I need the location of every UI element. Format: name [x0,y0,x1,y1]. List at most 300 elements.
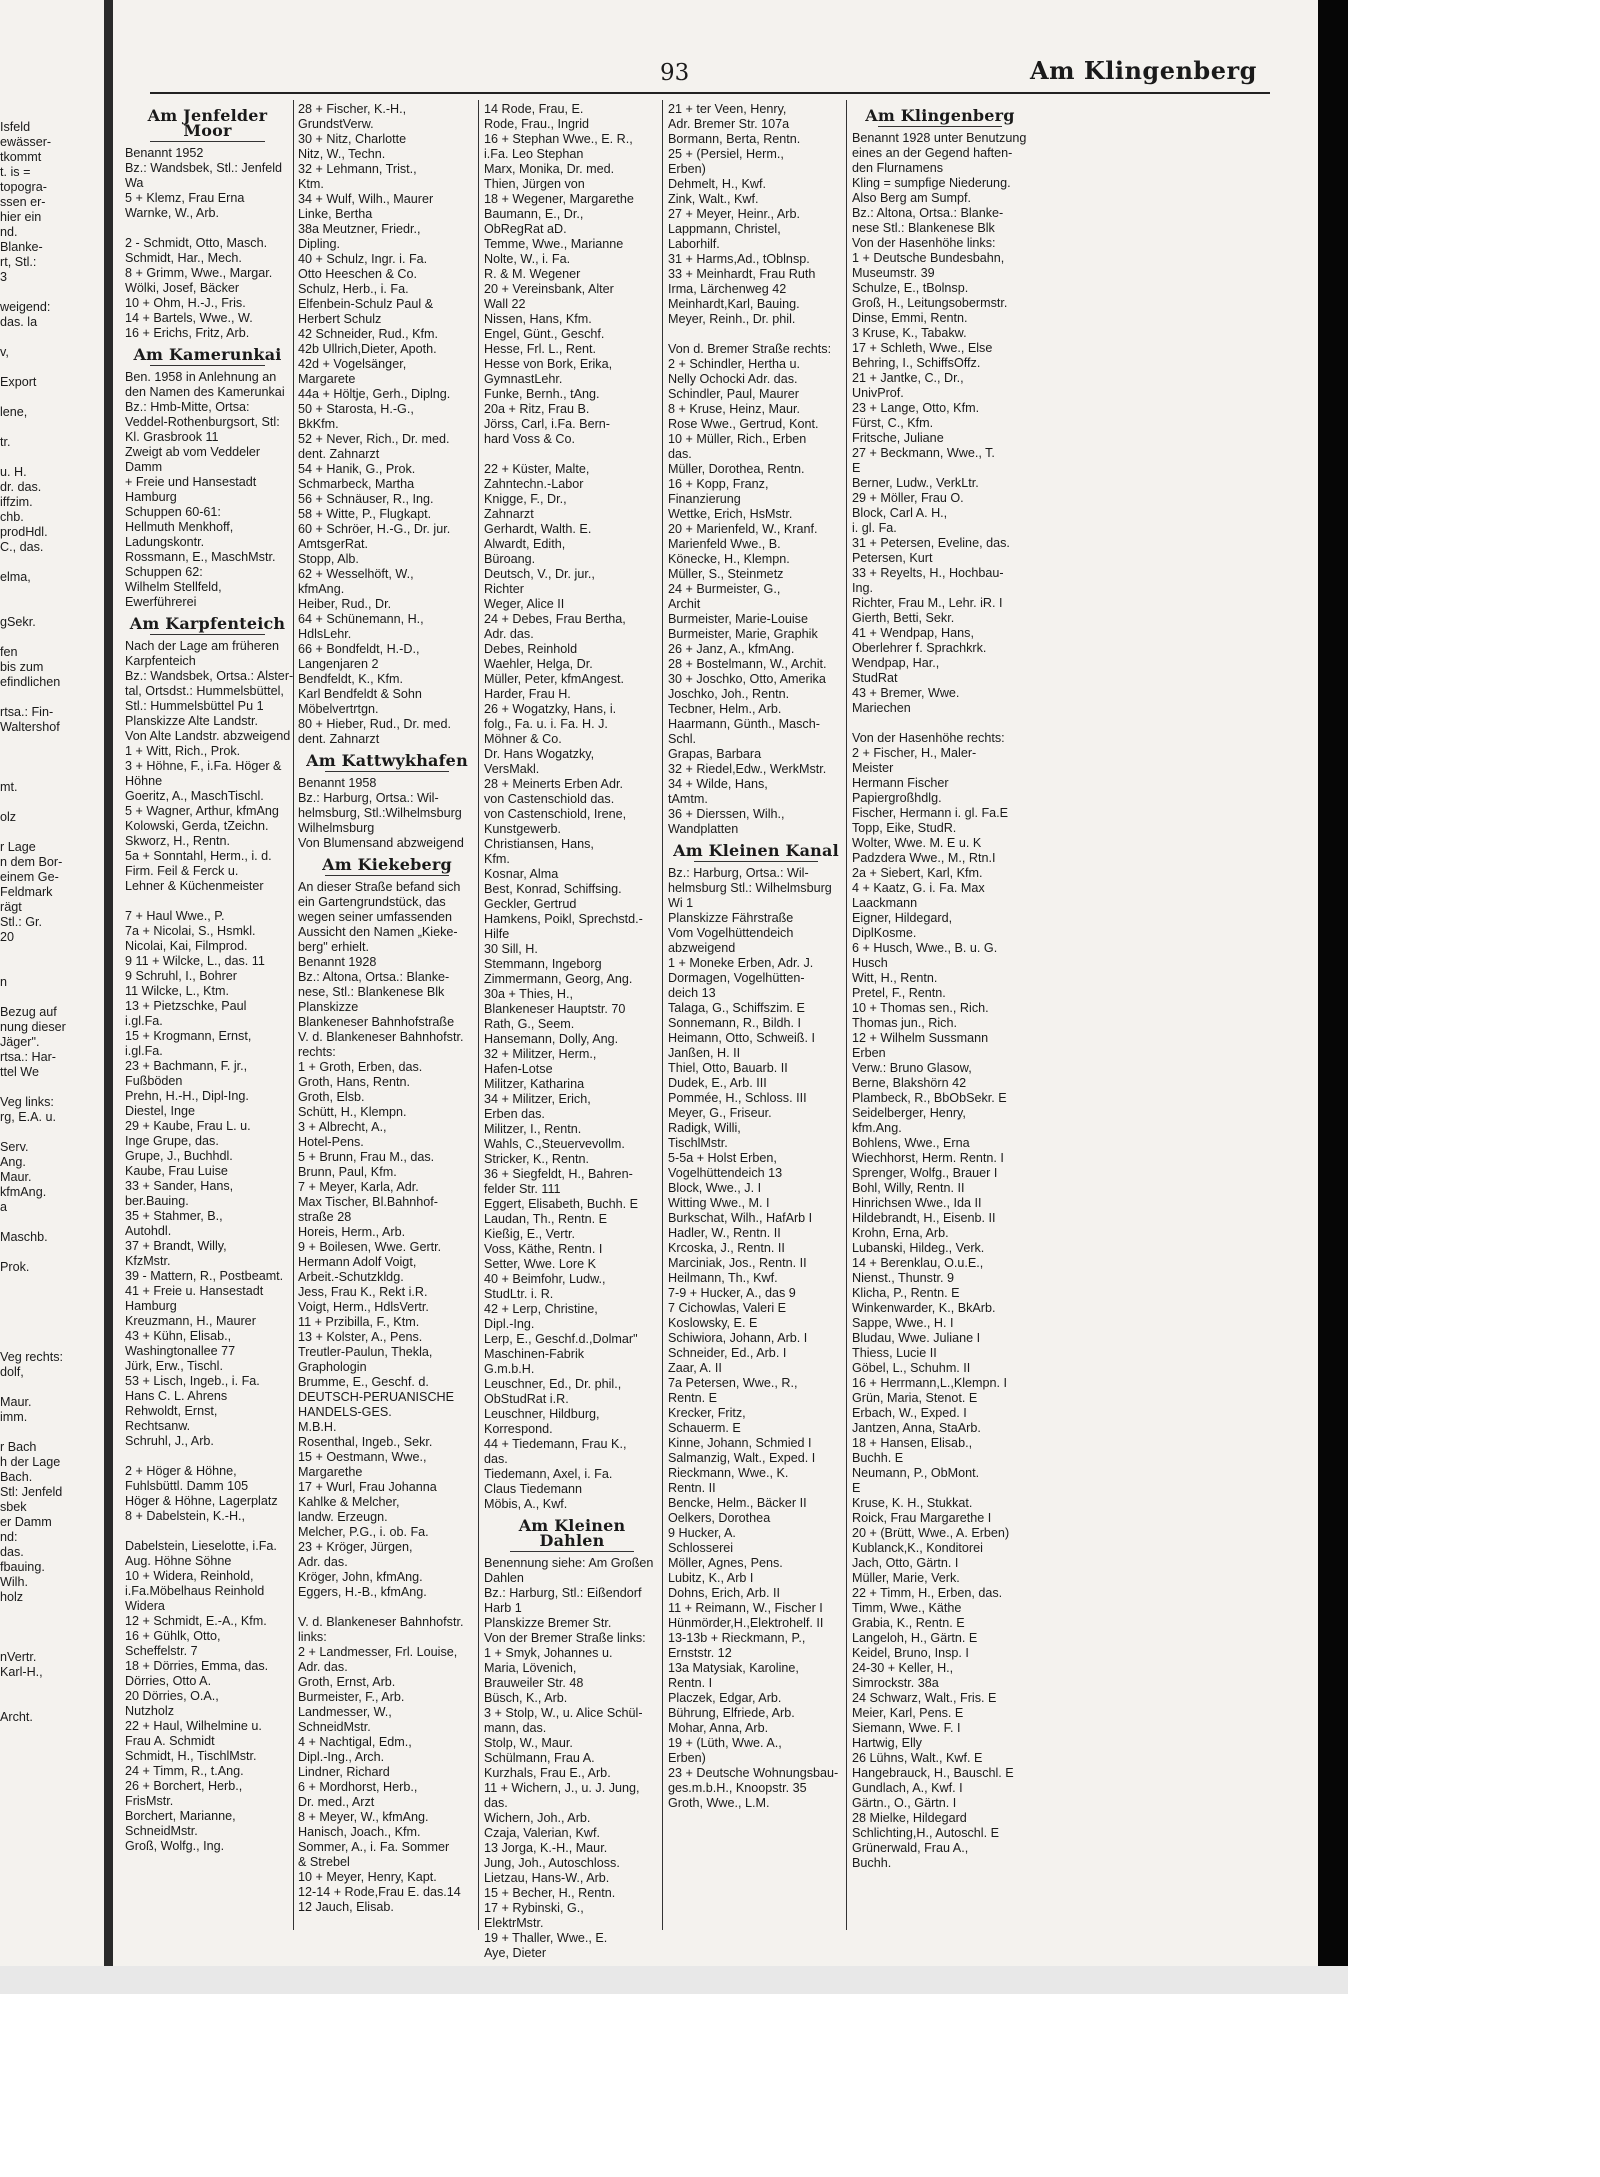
directory-entry-line: Planskizze [298,1000,359,1014]
directory-entry-line: 28 + Meinerts Erben Adr. [484,777,623,791]
directory-entry-line: An dieser Straße befand sich [298,880,461,894]
directory-entry-line: Burkschat, Wilh., HafArb I [668,1211,813,1225]
directory-entry-line: Hartwig, Elly [852,1736,922,1750]
directory-entry-line: Jürk, Erw., Tischl. [125,1359,223,1373]
directory-entry-line: Nolte, W., i. Fa. [484,252,571,266]
directory-entry-line: 21 + ter Veen, Henry, [668,102,787,116]
edge-line: rg, E.A. u. [0,1110,56,1124]
directory-entry-line: Von d. Bremer Straße rechts: [668,342,832,356]
edge-line: tkommt [0,150,42,164]
directory-entry-line: Waehler, Helga, Dr. [484,657,593,671]
directory-entry-line: Groth, Wwe., L.M. [668,1796,770,1810]
directory-entry-line: Stl.: Hummelsbüttel Pu 1 [125,699,264,713]
directory-entry-line: Bormann, Berta, Rentn. [668,132,801,146]
directory-entry-line: 12 + Wilhelm Sussmann [852,1031,989,1045]
directory-entry-line: Hermann Adolf Voigt, [298,1255,417,1269]
directory-entry-line: nese Stl.: Blankenese Blk [852,221,995,235]
header-rule [150,92,1270,94]
directory-entry-line: Hilfe [484,927,510,941]
directory-entry-line: i.Fa.Möbelhaus Reinhold [125,1584,265,1598]
directory-entry-line: Hanisch, Joach., Kfm. [298,1825,421,1839]
directory-entry-line: 43 + Kühn, Elisab., [125,1329,232,1343]
directory-entry-line: 26 Lühns, Walt., Kwf. E [852,1751,983,1765]
directory-entry-line: Hellmuth Menkhoff, [125,520,234,534]
directory-entry-line: ObStudRat i.R. [484,1392,569,1406]
directory-entry-line: 17 + Wurl, Frau Johanna [298,1480,437,1494]
street-heading: Am Klingenberg [852,108,1028,127]
directory-entry-line: Kießig, E., Vertr. [484,1227,575,1241]
directory-entry-line: BkKfm. [298,417,339,431]
directory-entry-line: Zweigt ab vom Veddeler [125,445,261,459]
directory-entry-line: 7a + Nicolai, S., Hsmkl. [125,924,256,938]
directory-entry-line: Husch [852,956,888,970]
directory-entry-line: Schneider, Ed., Arb. I [668,1346,787,1360]
directory-entry-line: Benannt 1958 [298,776,377,790]
directory-entry-line: Topp, Eike, StudR. [852,821,957,835]
directory-entry-line: Wahls, C.,Steuervevollm. [484,1137,625,1151]
directory-entry-line: Schiwiora, Johann, Arb. I [668,1331,808,1345]
directory-entry-line: Lappmann, Christel, [668,222,781,236]
directory-entry-line: Hamburg [125,490,177,504]
edge-line: kfmAng. [0,1185,47,1199]
edge-line: dolf, [0,1365,24,1379]
directory-entry-line: Max Tischer, Bl.Bahnhof- [298,1195,438,1209]
directory-entry-line: 13 + Kolster, A., Pens. [298,1330,423,1344]
directory-entry-line: 8 + Dabelstein, K.-H., [125,1509,246,1523]
directory-entry-line: Pommée, H., Schloss. III [668,1091,807,1105]
edge-line [0,945,96,960]
directory-entry-line: Bz.: Hmb-Mitte, Ortsa: [125,400,250,414]
edge-line [0,330,96,345]
directory-entry-line: 29 + Kaube, Frau L. u. [125,1119,251,1133]
directory-entry-line: 7 Cichowlas, Valeri E [668,1301,787,1315]
directory-entry-line: Möhner & Co. [484,732,562,746]
directory-entry-line: Thien, Jürgen von [484,177,585,191]
directory-entry-line: Bz.: Altona, Ortsa.: Blanke- [298,970,450,984]
directory-entry-line: Von Alte Landstr. abzweigend [125,729,291,743]
directory-entry-line [125,221,290,236]
edge-line: a [0,1200,8,1214]
edge-line: das. la [0,315,38,329]
directory-entry-line: landw. Erzeugn. [298,1510,388,1524]
directory-entry-line: kfm.Ang. [852,1121,902,1135]
directory-entry-line: 42d + Vogelsänger, [298,357,407,371]
directory-entry-line: Bz.: Wandsbek, Stl.: Jenfeld [125,161,283,175]
directory-entry-line: ElektrMstr. [484,1916,544,1930]
directory-entry-line: 8 + Kruse, Heinz, Maur. [668,402,800,416]
column-divider [846,100,847,1930]
directory-entry-line: Fußböden [125,1074,183,1088]
directory-entry-line: 7 + Haul Wwe., P. [125,909,225,923]
scan-border-right [1318,0,1348,1966]
directory-entry-line: 14 Rode, Frau, E. [484,102,584,116]
column-divider [478,100,479,1930]
directory-entry-line: Timm, Wwe., Käthe [852,1601,962,1615]
directory-entry-line: Leuschner, Ed., Dr. phil., [484,1377,622,1391]
directory-entry-line: Richter, Frau M., Lehr. iR. I [852,596,1003,610]
directory-entry-line: Krecker, Fritz, [668,1406,746,1420]
directory-entry-line: Göbel, L., Schuhm. II [852,1361,971,1375]
directory-entry-line: Groth, Hans, Rentn. [298,1075,410,1089]
directory-entry-line: 31 + Petersen, Eveline, das. [852,536,1010,550]
directory-entry-line: 3 + Höhne, F., i.Fa. Höger & [125,759,282,773]
directory-entry-line: Janßen, H. II [668,1046,741,1060]
directory-entry-line: Benannt 1928 unter Benutzung [852,131,1027,145]
street-heading: Am Kamerunkai [125,347,290,366]
directory-entry-line: 23 + Lange, Otto, Kfm. [852,401,980,415]
directory-entry-line: Also Berg am Sumpf. [852,191,971,205]
edge-line: einem Ge- [0,870,59,884]
directory-entry-line: Funke, Bernh., tAng. [484,387,600,401]
directory-entry-line: 9 + Boilesen, Wwe. Gertr. [298,1240,442,1254]
directory-entry-line: Zimmermann, Georg, Ang. [484,972,633,986]
edge-line: Maur. [0,1395,32,1409]
directory-entry-line: Tecbner, Helm., Arb. [668,702,782,716]
edge-line: rtsa.: Fin- [0,705,54,719]
edge-line: n [0,975,8,989]
directory-entry-line: Buchh. [852,1856,892,1870]
directory-entry-line: abzweigend [668,941,736,955]
directory-entry-line: Fischer, Hermann i. gl. Fa.E [852,806,1009,820]
directory-entry-line: Kunstgewerb. [484,822,562,836]
directory-entry-line: Gärtn., O., Gärtn. I [852,1796,957,1810]
edge-line [0,1215,96,1230]
directory-column-1 [125,102,294,1922]
directory-entry-line: Sappe, Wwe., H. I [852,1316,954,1330]
directory-entry-line: Grapas, Barbara [668,747,762,761]
directory-entry-line: 11 + Reimann, W., Fischer I [668,1601,823,1615]
directory-entry-line: DiplKosme. [852,926,917,940]
directory-entry-line: Margarete [298,372,356,386]
directory-entry-line: Bohlens, Wwe., Erna [852,1136,970,1150]
directory-entry-line: Adr. Bremer Str. 107a [668,117,790,131]
directory-entry-line: Firm. Feil & Ferck u. [125,864,239,878]
directory-entry-line: R. & M. Wegener [484,267,581,281]
directory-entry-line: 24 + Timm, R., t.Ang. [125,1764,244,1778]
directory-entry-line: 33 + Meinhardt, Frau Ruth [668,267,816,281]
directory-entry-line: Klicha, P., Rentn. E [852,1286,960,1300]
directory-entry-line: 2a + Siebert, Karl, Kfm. [852,866,983,880]
directory-entry-line: 19 + (Lüth, Wwe. A., [668,1736,782,1750]
edge-line [0,1425,96,1440]
directory-entry-line: 2 + Schindler, Hertha u. [668,357,800,371]
directory-entry-line: das. [484,1452,508,1466]
edge-line: iffzim. [0,495,33,509]
directory-entry-line: HdlsLehr. [298,627,352,641]
directory-entry-line: 3 + Stolp, W., u. Alice Schül- [484,1706,643,1720]
directory-entry-line: 16 + Stephan Wwe., E. R., [484,132,633,146]
directory-column-5 [852,102,1028,1922]
directory-entry-line: Archit [668,597,701,611]
directory-entry-line: Kinne, Johann, Schmied I [668,1436,812,1450]
directory-entry-line: Marx, Monika, Dr. med. [484,162,615,176]
directory-entry-line: Planskizze Alte Landstr. [125,714,259,728]
directory-entry-line: den Flurnamens [852,161,944,175]
directory-entry-line: folg., Fa. u. i. Fa. H. J. [484,717,608,731]
directory-entry-line: Dr. med., Arzt [298,1795,375,1809]
directory-entry-line: 27 + Beckmann, Wwe., T. [852,446,995,460]
edge-line: Wilh. [0,1575,28,1589]
directory-entry-line: Oelkers, Dorothea [668,1511,771,1525]
directory-entry-line: Grabia, K., Rentn. E [852,1616,965,1630]
edge-line [0,795,96,810]
directory-entry-line: TischlMstr. [668,1136,728,1150]
directory-entry-line: 15 + Becher, H., Rentn. [484,1886,616,1900]
directory-entry-line: 43 + Bremer, Wwe. [852,686,960,700]
directory-entry-line: 16 + Erichs, Fritz, Arb. [125,326,250,340]
directory-entry-line: Adr. das. [298,1555,348,1569]
edge-line: Veg rechts: [0,1350,64,1364]
edge-line: olz [0,810,17,824]
directory-entry-line: Best, Konrad, Schiffsing. [484,882,622,896]
directory-entry-line: Schlichting,H., Autoschl. E [852,1826,999,1840]
directory-entry-line: Burmeister, Marie, Graphik [668,627,818,641]
directory-entry-line: Bendfeldt, K., Kfm. [298,672,403,686]
directory-entry-line: Block, Wwe., J. I [668,1181,762,1195]
directory-entry-line: Alwardt, Edith, [484,537,566,551]
directory-entry-line: KfzMstr. [125,1254,171,1268]
directory-entry-line: Bührung, Elfriede, Arb. [668,1706,795,1720]
directory-entry-line: Ing. [852,581,874,595]
directory-entry-line: Dinse, Emmi, Rentn. [852,311,968,325]
directory-entry-line: Schmidt, H., TischlMstr. [125,1749,257,1763]
directory-entry-line: Burmeister, F., Arb. [298,1690,405,1704]
directory-entry-line: Sonnemann, R., Bildh. I [668,1016,802,1030]
directory-entry-line: 5 + Wagner, Arthur, kfmAng [125,804,279,818]
directory-entry-line: 21 + Jantke, C., Dr., [852,371,964,385]
directory-entry-line: Wettke, Erich, HsMstr. [668,507,793,521]
edge-line: imm. [0,1410,28,1424]
directory-entry-line: Adr. das. [484,627,534,641]
edge-line [0,450,96,465]
edge-line: Serv. [0,1140,29,1154]
directory-entry-line: Nitz, W., Techn. [298,147,386,161]
directory-entry-line: Meyer, Reinh., Dr. phil. [668,312,796,326]
previous-page-edge-column [0,120,96,1940]
edge-line: Waltershof [0,720,60,734]
directory-entry-line: 32 + Lehmann, Trist., [298,162,417,176]
directory-entry-line: 10 + Müller, Rich., Erben [668,432,807,446]
directory-entry-line: 25 + (Persiel, Herm., [668,147,784,161]
directory-entry-line: Petersen, Kurt [852,551,933,565]
directory-entry-line: 2 + Fischer, H., Maler- [852,746,977,760]
directory-entry-line: Bz.: Harburg, Stl.: Eißendorf [484,1586,642,1600]
directory-entry-line: Vogelhüttendeich 13 [668,1166,783,1180]
directory-entry-line: Mariechen [852,701,911,715]
directory-entry-line: 34 + Wulf, Wilh., Maurer [298,192,434,206]
directory-entry-line: Wandplatten [668,822,739,836]
directory-entry-line: Gundlach, A., Kwf. I [852,1781,963,1795]
directory-entry-line: 24 + Burmeister, G., [668,582,781,596]
page-number: 93 [660,60,690,86]
directory-entry-line: Joschko, Joh., Rentn. [668,687,790,701]
edge-line [0,1275,96,1290]
directory-entry-line: Gerhardt, Walth. E. [484,522,592,536]
directory-entry-line: Fuhlsbüttl. Damm 105 [125,1479,249,1493]
directory-entry-line: Behring, I., SchiffsOffz. [852,356,981,370]
directory-entry-line: 23 + Bachmann, F. jr., [125,1059,248,1073]
directory-entry-line: Goeritz, A., MaschTischl. [125,789,264,803]
directory-entry-line: Arbeit.-Schutzkldg. [298,1270,404,1284]
directory-entry-line: 16 + Kopp, Franz, [668,477,769,491]
directory-entry-line: 34 + Wilde, Hans, [668,777,768,791]
directory-entry-line: Aussicht den Namen „Kieke- [298,925,458,939]
directory-entry-line: Landmesser, W., [298,1705,392,1719]
directory-entry-line: Schruhl, J., Arb. [125,1434,214,1448]
directory-entry-line: Hansemann, Dolly, Ang. [484,1032,619,1046]
directory-entry-line: 39 - Mattern, R., Postbeamt. [125,1269,284,1283]
directory-entry-line: Dipl.-Ing., Arch. [298,1750,385,1764]
edge-line: rtsa.: Har- [0,1050,56,1064]
directory-entry-line: 8 + Meyer, W., kfmAng. [298,1810,429,1824]
directory-entry-line: Thomas jun., Rich. [852,1016,957,1030]
edge-line: weigend: [0,300,51,314]
directory-entry-line: Tiedemann, Axel, i. Fa. [484,1467,613,1481]
directory-entry-line: Schmarbeck, Martha [298,477,415,491]
edge-line: r Lage [0,840,36,854]
directory-entry-line: das. [484,1796,508,1810]
directory-entry-line: Rossmann, E., MaschMstr. [125,550,276,564]
edge-line: ewässer- [0,135,52,149]
directory-entry-line: mann, das. [484,1721,547,1735]
directory-entry-line: 1 + Smyk, Johannes u. [484,1646,613,1660]
edge-line [0,1305,96,1320]
directory-entry-line: Groth, Ernst, Arb. [298,1675,396,1689]
edge-line [0,420,96,435]
directory-entry-line: Heiber, Rud., Dr. [298,597,392,611]
edge-line: 3 [0,270,8,284]
street-heading: Am Kiekeberg [298,857,476,876]
edge-line: Bach. [0,1470,33,1484]
directory-entry-line: HANDELS-GES. [298,1405,392,1419]
directory-entry-line: Karl Bendfeldt & Sohn [298,687,422,701]
directory-entry-line: Kröger, John, kfmAng. [298,1570,423,1584]
directory-entry-line: 33 + Reyelts, H., Hochbau- [852,566,1004,580]
edge-line [0,990,96,1005]
directory-entry-line: Hans C. L. Ahrens [125,1389,228,1403]
directory-entry-line: Herbert Schulz [298,312,382,326]
directory-entry-line: nese, Stl.: Blankenese Blk [298,985,445,999]
directory-entry-line: 13 Jorga, K.-H., Maur. [484,1841,608,1855]
directory-entry-line: Rosenthal, Ingeb., Sekr. [298,1435,433,1449]
edge-line: 20 [0,930,15,944]
directory-entry-line: 24 + Debes, Frau Bertha, [484,612,626,626]
directory-entry-line: Rentn. E [668,1391,718,1405]
directory-entry-line: Dipl.-Ing. [484,1317,535,1331]
directory-entry-line: E [852,461,861,475]
directory-entry-line: Büsch, K., Arb. [484,1691,568,1705]
directory-entry-line: Jung, Joh., Autoschloss. [484,1856,620,1870]
directory-entry-line: Aye, Dieter [484,1946,547,1960]
edge-line: das. [0,1545,24,1559]
directory-entry-line: Schauerm. E [668,1421,741,1435]
directory-entry-line: Schindler, Paul, Maurer [668,387,799,401]
edge-line: Jäger". [0,1035,40,1049]
directory-entry-line: Scheffelstr. 7 [125,1644,198,1658]
directory-entry-line [668,327,844,342]
directory-entry-line: Dudek, E., Arb. III [668,1076,767,1090]
directory-entry-line: Harb 1 [484,1601,522,1615]
edge-line [0,750,96,765]
directory-entry-line: Rehwoldt, Ernst, [125,1404,218,1418]
edge-line: chb. [0,510,24,524]
edge-line: topogra- [0,180,47,194]
directory-entry-line: Bludau, Wwe. Juliane I [852,1331,981,1345]
directory-entry-line: 30 Sill, H. [484,942,538,956]
directory-entry-line: Müller, Peter, kfmAngest. [484,672,624,686]
directory-entry-line: Dohns, Erich, Arb. II [668,1586,780,1600]
directory-entry-line: 60 + Schröer, H.-G., Dr. jur. [298,522,451,536]
directory-entry-line: Maria, Lövenich, [484,1661,577,1675]
directory-entry-line: 28 + Fischer, K.-H., [298,102,407,116]
edge-line [0,690,96,705]
directory-entry-line: 13-13b + Rieckmann, P., [668,1631,806,1645]
directory-entry-line: 54 + Hanik, G., Prok. [298,462,416,476]
directory-entry-line: Hünmörder,H.,Elektrohelf. II [668,1616,824,1630]
directory-entry-line [125,894,290,909]
edge-line: sbek [0,1500,27,1514]
directory-entry-line: 30 + Nitz, Charlotte [298,132,407,146]
directory-entry-line: Könecke, H., Klempn. [668,552,790,566]
directory-entry-line: 10 + Meyer, Henry, Kapt. [298,1870,437,1884]
directory-entry-line: Fritsche, Juliane [852,431,944,445]
edge-line: fbauing. [0,1560,45,1574]
directory-entry-line: Bencke, Helm., Bäcker II [668,1496,807,1510]
directory-entry-line: Planskizze Bremer Str. [484,1616,612,1630]
directory-entry-line: V. d. Blankeneser Bahnhofstr. [298,1615,464,1629]
directory-entry-line: felder Str. 111 [484,1182,561,1196]
directory-entry-line: Stricker, K., Rentn. [484,1152,589,1166]
directory-entry-line: Hadler, W., Rentn. II [668,1226,781,1240]
directory-entry-line: 15 + Oestmann, Wwe., [298,1450,427,1464]
edge-line: Export [0,375,37,389]
directory-entry-line: Margarethe [298,1465,363,1479]
directory-entry-line: Oberlehrer f. Sprachkrk. [852,641,987,655]
edge-line: nd: [0,1530,18,1544]
directory-entry-line: 24-30 + Keller, H., [852,1661,954,1675]
directory-entry-line: 5a + Sonntahl, Herm., i. d. [125,849,272,863]
directory-entry-line: ein Gartengrundstück, das [298,895,446,909]
directory-entry-line: Müller, S., Steinmetz [668,567,784,581]
directory-entry-line: 36 + Dierssen, Wilh., [668,807,785,821]
directory-entry-line: Roick, Frau Margarethe I [852,1511,992,1525]
edge-line [0,1320,96,1335]
directory-entry-line: Christiansen, Hans, [484,837,594,851]
directory-entry-line: Eggert, Elisabeth, Buchh. E [484,1197,639,1211]
directory-entry-line: i.Fa. Leo Stephan [484,147,584,161]
edge-line [0,1245,96,1260]
street-heading: Am Kleinen Dahlen [484,1518,660,1552]
edge-line: prodHdl. [0,525,48,539]
directory-entry-line [484,447,660,462]
directory-entry-line: Burmeister, Marie-Louise [668,612,808,626]
directory-entry-line: FrisMstr. [125,1794,174,1808]
directory-entry-line: Nach der Lage am früheren [125,639,280,653]
directory-entry-line: 30 + Joschko, Otto, Amerika [668,672,826,686]
directory-entry-line [125,1524,290,1539]
directory-entry-line: 16 + Herrmann,L.,Klempn. I [852,1376,1008,1390]
directory-entry-line: 41 + Wendpap, Hans, [852,626,974,640]
directory-entry-line: Hafen-Lotse [484,1062,553,1076]
directory-entry-line: 11 + Przibilla, F., Ktm. [298,1315,420,1329]
directory-entry-line: Setter, Wwe. Lore K [484,1257,596,1271]
directory-entry-line: Dehmelt, H., Kwf. [668,177,766,191]
directory-entry-line: Meyer, G., Friseur. [668,1106,772,1120]
directory-entry-line: E [852,1481,861,1495]
book-gutter [104,0,113,1966]
edge-line: nung dieser [0,1020,66,1034]
directory-entry-line: Geckler, Gertrud [484,897,577,911]
